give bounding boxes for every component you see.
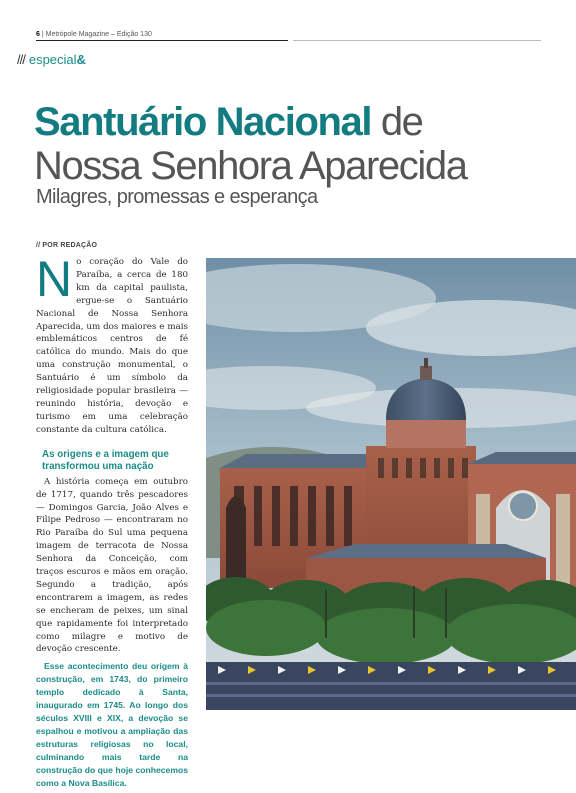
byline: // POR REDAÇÃO [36, 242, 98, 249]
cross [424, 358, 428, 368]
drop-cap: N [36, 251, 73, 307]
section-slashes: /// [17, 52, 25, 67]
section-subheading: As origens e a imagem que transformou uma nação [42, 448, 169, 472]
article-body [36, 251, 188, 793]
left-arch [226, 496, 246, 588]
title-line-2: Nossa Senhora Aparecida [34, 144, 467, 188]
section-label [17, 52, 86, 67]
header-rule-right [293, 40, 541, 41]
header-separator: | [41, 31, 46, 38]
basilica-photo [206, 258, 576, 710]
article-title [34, 100, 554, 188]
title-highlight: Santuário Nacional [34, 100, 372, 144]
dome-drum [386, 418, 466, 448]
history-paragraph: A história começa em outubro de 1717, quando três pescadores — Domingos Garcia, João Alves e Filipe Pedroso — encontraram no Rio Paraíba do Sul uma pequena imagem de terracota de Nossa Senhora da Conceição, com traços escuros e mãos em oração. Segundo a tradição, após encontrarem a imagem, as redes se encheram de peixes, um sinal que rapidamente foi interpretado como milagre e motivo de devoção crescente. [36, 476, 188, 655]
header-rule-left [36, 40, 288, 41]
running-header [36, 31, 152, 38]
page-number: 6 [36, 31, 40, 38]
title-connector: de [380, 100, 423, 144]
rose-window [509, 492, 537, 520]
intro-text: o coração do Vale do Paraíba, a cerca de 180 km da capital paulista, ergue-se o Santuário Nacional de Nossa Senhora Aparecida, um dos maiores e mais emblemáticos centros de fé católica do mundo. Mais do que uma construção monumental, o Santuário é um símbolo da religiosidade popular brasileira — reunindo história, devoção e turismo em uma celebração constante da cultura católica. [36, 257, 188, 435]
mosaic-panel [556, 494, 570, 584]
article-subtitle: Milagres, promessas e esperança [36, 186, 318, 208]
intro-paragraph [36, 251, 188, 437]
highlight-paragraph: Esse acontecimento deu origem à construção, em 1743, do primeiro templo dedicado à Santa, inaugurado em 1745. Ao longo dos séculos XVIII e XIX, a devoção se espalhou e motivou a ampliação das estruturas religiosas no local, culminando mais tarde na construção do que hoje conhecemos como a Nova Basílica. [36, 661, 188, 788]
section-amp: & [76, 52, 86, 67]
section-name: especial [28, 52, 77, 67]
trees-light [206, 600, 576, 664]
magazine-name: Metrópole Magazine – Edição 130 [45, 31, 152, 38]
lantern [420, 366, 432, 380]
basilica-illustration [206, 258, 576, 710]
